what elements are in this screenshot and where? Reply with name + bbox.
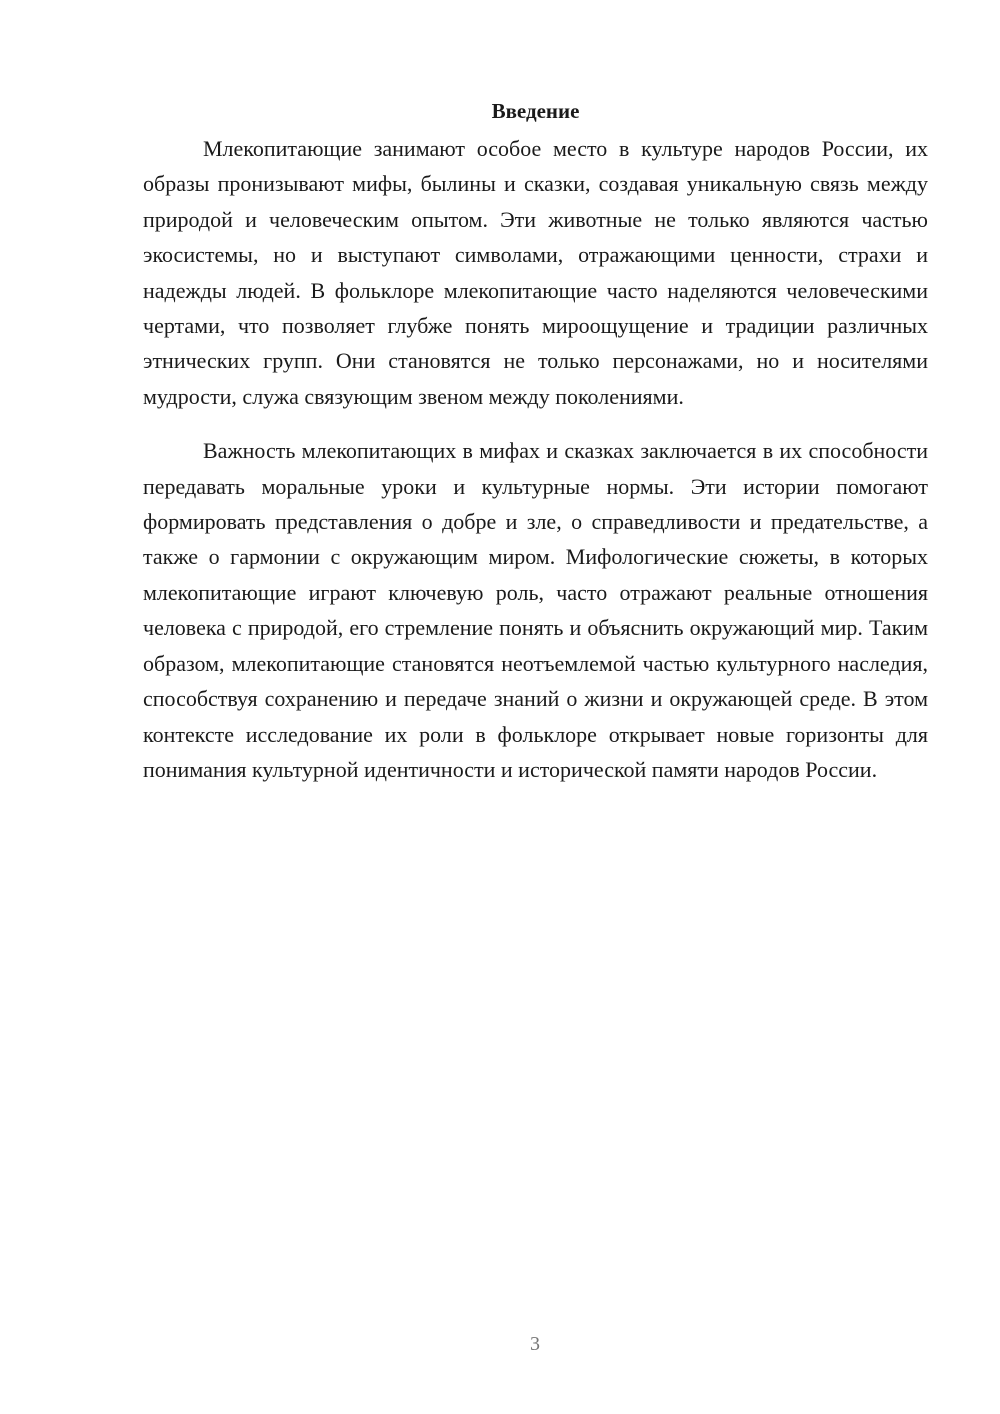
- paragraph-1: Млекопитающие занимают особое место в культуре народов России, их образы пронизывают мифы, былины и сказки, создавая уникальную связь между природой и человеческим опытом. Эти животные не только являются частью экосистемы, но и выступают символами, отражающими ценности, страхи и надежды людей. В фольклоре млекопитающие часто наделяются человеческими чертами, что позволяет глубже понять мироощущение и традиции различных этнических групп. Они становятся не только персонажами, но и носителями мудрости, служа связующим звеном между поколениями.: [143, 136, 928, 409]
- section-heading: Введение: [491, 99, 580, 123]
- page-number: 3: [530, 1333, 540, 1355]
- document-body: [143, 96, 928, 787]
- paragraph-2: Важность млекопитающих в мифах и сказках заключается в их способности передавать моральные уроки и культурные нормы. Эти истории помогают формировать представления о добре и зле, о справедливости и предательстве, а также о гармонии с окружающим миром. Мифологические сюжеты, в которых млекопитающие играют ключевую роль, часто отражают реальные отношения человека с природой, его стремление понять и объяснить окружающий мир. Таким образом, млекопитающие становятся неотъемлемой частью культурного наследия, способствуя сохранению и передаче знаний о жизни и окружающей среде. В этом контексте исследование их роли в фольклоре открывает новые горизонты для понимания культурной идентичности и исторической памяти народов России.: [143, 438, 928, 782]
